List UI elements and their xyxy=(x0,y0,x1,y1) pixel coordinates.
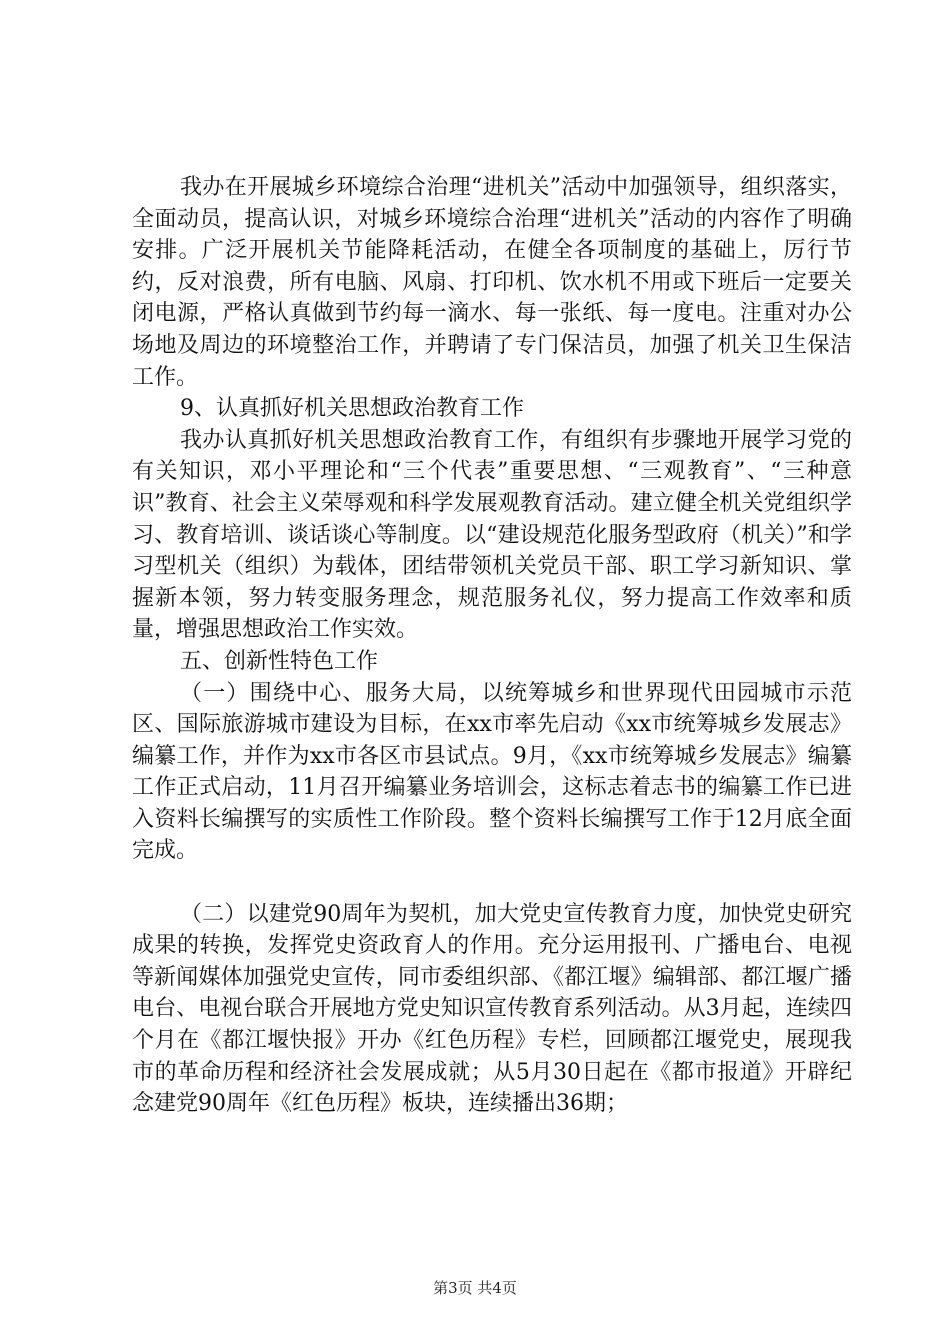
paragraph-political-education: 我办认真抓好机关思想政治教育工作，有组织有步骤地开展学习党的有关知识，邓小平理论和“三个代表”重要思想、“三观教育”、“三种意识”教育、社会主义荣辱观和科学发展观教育活动。建立健全机关党组织学习、教育培训、谈话谈心等制度。以“建设规范化服务型政府（机关）”和学习型机关（组织）为载体，团结带领机关党员干部、职工学习新知识、掌握新本领，努力转变服务理念，规范服务礼仪，努力提高工作效率和质量，增强思想政治工作实效。 xyxy=(132,427,852,643)
document-body xyxy=(132,172,852,1120)
paragraph-innovation-1: （一）围绕中心、服务大局，以统筹城乡和世界现代田园城市示范区、国际旅游城市建设为目标，在xx市率先启动《xx市统筹城乡发展志》编纂工作，并作为xx市各区市县试点。9月，《xx市统筹城乡发展志》编纂工作正式启动，11月召开编纂业务培训会，这标志着志书的编纂工作已进入资料长编撰写的实质性工作阶段。整个资料长编撰写工作于12月底全面完成。 xyxy=(132,680,852,864)
paragraph-innovation-2: （二）以建党90周年为契机，加大党史宣传教育力度，加快党史研究成果的转换，发挥党史资政育人的作用。充分运用报刊、广播电台、电视等新闻媒体加强党史宣传，同市委组织部、《都江堰》编辑部、都江堰广播电台、电视台联合开展地方党史知识宣传教育系列活动。从3月起，连续四个月在《都江堰快报》开办《红色历程》专栏，回顾都江堰党史，展现我市的革命历程和经济社会发展成就；从5月30日起在《都市报道》开辟纪念建党90周年《红色历程》板块，连续播出36期； xyxy=(132,901,852,1117)
section-heading-9: 9、认真抓好机关思想政治教育工作 xyxy=(180,396,524,422)
paragraph-spacer xyxy=(132,867,852,899)
page-number-footer: 第3页 共4页 xyxy=(433,1279,517,1297)
section-heading-5: 五、创新性特色工作 xyxy=(180,648,379,674)
paragraph-environment-governance: 我办在开展城乡环境综合治理“进机关”活动中加强领导，组织落实，全面动员，提高认识，对城乡环境综合治理“进机关”活动的内容作了明确安排。广泛开展机关节能降耗活动，在健全各项制度的基础上，厉行节约，反对浪费，所有电脑、风扇、打印机、饮水机不用或下班后一定要关闭电源，严格认真做到节约每一滴水、每一张纸、每一度电。注重对办公场地及周边的环境整治工作，并聘请了专门保洁员，加强了机关卫生保洁工作。 xyxy=(132,175,852,390)
